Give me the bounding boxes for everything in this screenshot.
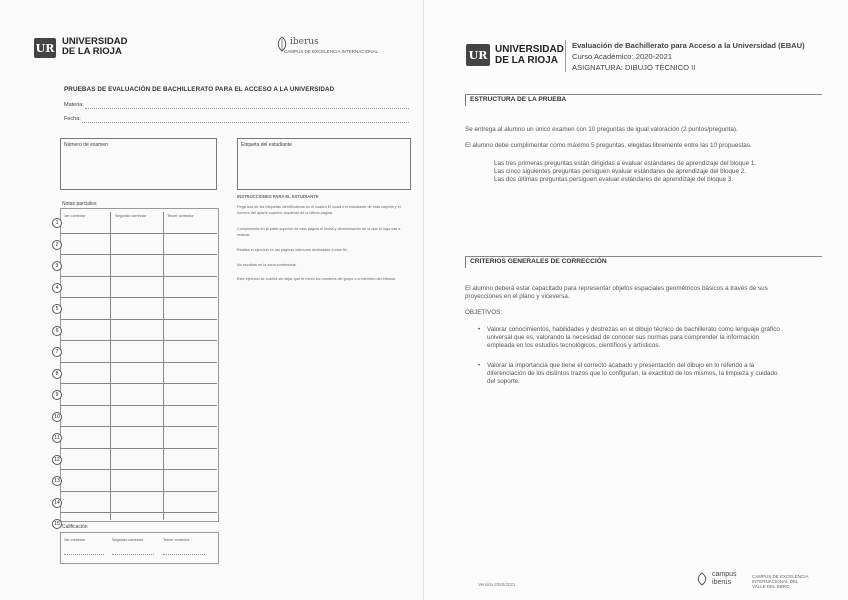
university-name	[495, 44, 564, 66]
criteria-para-line1: El alumno deberá estar capacitado para representar objetos espaciales geométricos básicos a través de sus	[465, 285, 768, 292]
calificacion-label: Calificación	[62, 524, 88, 530]
partial-grades-grid	[54, 212, 217, 534]
calif-input-line[interactable]	[64, 554, 104, 555]
question-number: 15	[52, 519, 62, 529]
objective-1-line3: empleada en los estudios tecnológicos, científicos y artísticos.	[487, 342, 661, 349]
question-number: 11	[52, 433, 62, 443]
question-number: 3	[52, 261, 62, 271]
student-label-title: Etiqueta del estudiante	[241, 142, 292, 148]
col-header-1: 1er corrector	[64, 214, 86, 218]
structure-para-2: El alumno debe cumplimentar como máximo 5 preguntas, elegidas libremente entre las 10 propuestas.	[465, 142, 752, 149]
grade-row[interactable]	[54, 492, 217, 514]
objective-1-line2: universal que es, valorando la necesidad de conocer sus normas para comprender la información	[487, 334, 759, 341]
question-number: 14	[52, 498, 62, 508]
section-criteria-title: CRITERIOS GENERALES DE CORRECCIÓN	[470, 258, 607, 265]
grade-row[interactable]	[54, 449, 217, 471]
question-number: 4	[52, 283, 62, 293]
iberus-subtitle: CAMPUS DE EXCELENCIA INTERNACIONAL	[284, 49, 379, 54]
section-structure	[465, 94, 822, 106]
instruction-5: Este ejercicio se cubrirá sin dejar que te mires los nombres del grupo o a miembro del tribunal.	[237, 277, 397, 281]
grade-row[interactable]	[55, 234, 217, 256]
instructions-title: INSTRUCCIONES PARA EL ESTUDIANTE	[237, 194, 319, 199]
footer-campus-subtitle: CAMPUS DE EXCELENCIA INTERNACIONAL DEL VALLE DEL EBRO	[752, 574, 809, 589]
objective-1-line1: Valorar conocimientos, habilidades y destrezas en el dibujo técnico de bachillerato como lenguaje gráfico	[487, 326, 780, 333]
col-header-2: Segundo corrector	[115, 214, 147, 218]
objective-2-line3: del soporte.	[487, 378, 520, 385]
structure-list-item-2: Las cinco siguientes preguntas persiguen evaluar estándares de aprendizaje del bloque 2.	[494, 168, 747, 175]
question-number: 1	[52, 218, 62, 228]
objective-bullet-icon: •	[478, 362, 481, 369]
footer-version: Versión 2020/2021	[478, 582, 516, 587]
university-name	[62, 37, 127, 57]
structure-list-item-3: Las dos últimas preguntas persiguen evaluar estándares de aprendizaje del bloque 3.	[494, 176, 734, 183]
grade-row[interactable]	[54, 406, 217, 428]
question-number: 6	[52, 326, 62, 336]
objective-bullet-icon: •	[478, 326, 481, 333]
col-header-3: Tercer corrector	[167, 214, 194, 218]
grade-row[interactable]	[55, 341, 217, 363]
university-name-line2: DE LA RIOJA	[495, 55, 558, 66]
footer-campus-word: campus	[712, 571, 737, 578]
question-number: 9	[52, 390, 62, 400]
header-divider	[565, 40, 566, 72]
calificacion-box[interactable]	[60, 532, 219, 564]
university-logo-icon: UR	[34, 38, 56, 58]
instruction-1: Pega una de las etiquetas identificativas en el cuadro El cuadro el estudiante de esta carpeta y el número del aparte superior izquierdo de la última página.	[237, 205, 401, 215]
grade-row[interactable]	[55, 320, 217, 342]
footer-campus-iberus	[712, 571, 737, 587]
footer-iberus-word: iberus	[712, 579, 732, 586]
exam-header-line1: Evaluación de Bachillerato para Acceso a la Universidad (EBAU)	[572, 41, 805, 50]
grade-row[interactable]	[54, 427, 217, 449]
calif-col-2: Segundo corrector	[112, 538, 144, 542]
materia-input-line[interactable]	[85, 108, 409, 109]
structure-para-1: Se entrega al alumno un único examen con 10 preguntas de igual valoración (2 puntos/pregunta).	[465, 126, 738, 133]
question-number: 2	[52, 240, 62, 250]
university-logo-icon: UR	[466, 44, 490, 66]
grade-row[interactable]	[55, 277, 217, 299]
exam-title: PRUEBAS DE EVALUACIÓN DE BACHILLERATO PARA EL ACCESO A LA UNIVERSIDAD	[64, 86, 335, 93]
grade-row[interactable]	[55, 212, 217, 234]
university-name-line1: UNIVERSIDAD	[495, 44, 564, 55]
grade-row[interactable]	[55, 255, 217, 277]
objective-2-line2: diferenciación de los distintos trazos que lo configuran, la exactitud de los mismos, la limpieza y cuidado	[487, 370, 778, 377]
question-number: 12	[52, 455, 62, 465]
objetivos-label: OBJETIVOS:	[465, 309, 503, 316]
campus-iberus-leaf-icon	[696, 572, 708, 586]
calif-input-line[interactable]	[163, 554, 205, 555]
instruction-3: Realiza el ejercicio en las páginas interiores destinadas a este fin.	[237, 248, 348, 252]
fecha-input-line[interactable]	[82, 122, 409, 123]
grade-row[interactable]	[55, 298, 217, 320]
materia-label: Materia:	[64, 102, 84, 108]
university-name-line2: DE LA RIOJA	[62, 46, 122, 57]
calif-input-line[interactable]	[112, 554, 154, 555]
calif-col-1: 1er corrector	[64, 538, 86, 542]
instruction-2: Cumplimenta en la parte superior de esta página el fecha y denominación de la que tú logo vas a realizar.	[237, 227, 401, 237]
question-number: 5	[52, 304, 62, 314]
exam-number-label: Número de examen	[64, 142, 108, 148]
section-criteria	[465, 256, 822, 268]
partial-grades-label: Notas parciales	[62, 201, 97, 207]
grade-row[interactable]	[55, 363, 217, 385]
criteria-para-line2: proyecciones en el plano y viceversa.	[465, 293, 570, 300]
grade-row[interactable]	[55, 384, 217, 406]
exam-header-line3: ASIGNATURA: DIBUJO TÉCNICO II	[572, 63, 696, 72]
grade-row[interactable]	[54, 470, 217, 492]
structure-list-item-1: Las tres primeras preguntas están dirigidas a evaluar estándares de aprendizaje del bloque 1.	[494, 160, 757, 167]
question-number: 7	[52, 347, 62, 357]
university-name-line1: UNIVERSIDAD	[62, 36, 128, 47]
section-structure-title: ESTRUCTURA DE LA PRUEBA	[470, 96, 567, 103]
calif-col-3: Tercer corrector	[163, 538, 190, 542]
question-number: 8	[52, 369, 62, 379]
fecha-label: Fecha:	[64, 116, 81, 122]
iberus-name: iberus	[290, 37, 319, 47]
objective-2-line1: Valorar la importancia que tiene el correcto acabado y presentación del dibujo en lo referido a la	[487, 362, 755, 369]
question-number: 13	[52, 476, 62, 486]
exam-header-line2: Curso Académico: 2020-2021	[572, 52, 673, 61]
instruction-4: No escribas en la zona sombreada.	[237, 263, 297, 267]
question-number: 10	[52, 412, 62, 422]
